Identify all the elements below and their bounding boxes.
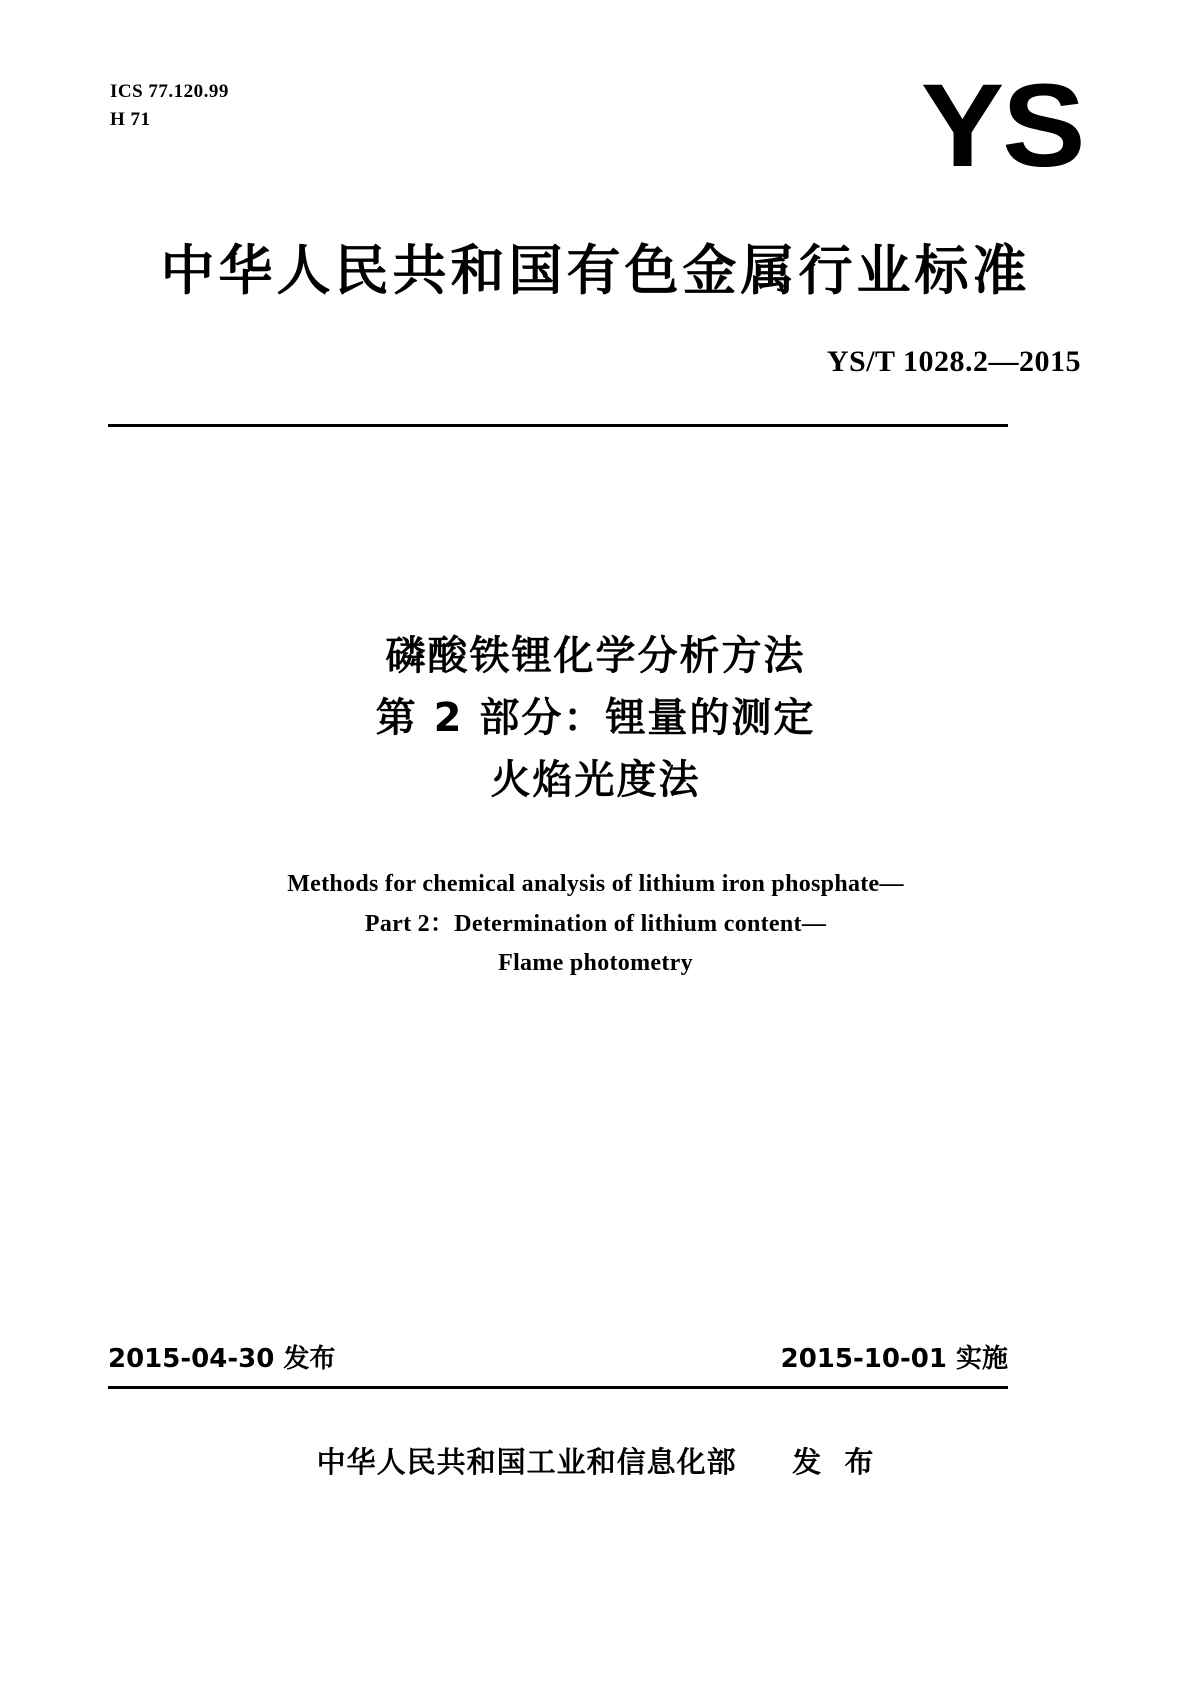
ics-code: ICS 77.120.99 <box>110 81 229 102</box>
title-en-line-3: Flame photometry <box>498 950 693 977</box>
header-divider <box>108 424 1008 427</box>
title-cn-line-3: 火焰光度法 <box>490 757 701 803</box>
date-row <box>108 1338 1008 1375</box>
classification-code: H 71 <box>110 108 151 130</box>
ys-logo: YS <box>920 60 1083 192</box>
title-cn-line-2: 第 2 部分：锂量的测定 <box>375 695 816 741</box>
standard-number: YS/T 1028.2—2015 <box>826 345 1081 378</box>
title-en-line-2: Part 2：Determination of lithium content— <box>364 910 827 937</box>
footer-divider <box>108 1386 1008 1389</box>
implementation-date: 2015-10-01 实施 <box>780 1344 1008 1374</box>
title-en-line-1: Methods for chemical analysis of lithium iron phosphate— <box>287 871 904 897</box>
issue-date: 2015-04-30 发布 <box>108 1344 336 1374</box>
issuing-authority: 中华人民共和国工业和信息化部 发 布 <box>316 1445 875 1479</box>
title-cn-line-1: 磷酸铁锂化学分析方法 <box>385 633 806 679</box>
ics-block <box>110 78 229 133</box>
national-standard-title: 中华人民共和国有色金属行业标准 <box>160 239 1031 302</box>
document-title-english <box>0 865 1191 984</box>
document-title-chinese <box>0 625 1191 811</box>
